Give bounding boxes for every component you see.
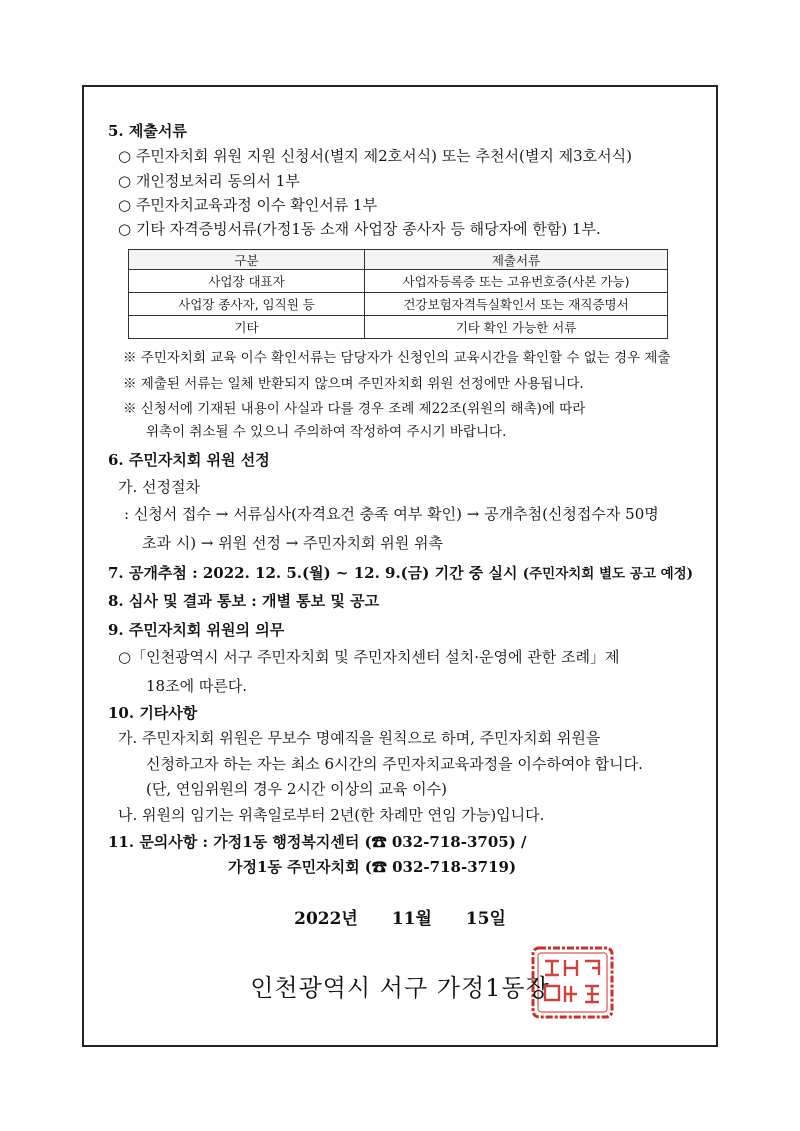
table-row: [129, 270, 668, 293]
section-8-heading: 8. 심사 및 결과 통보 : 개별 통보 및 공고: [108, 592, 380, 610]
section-10-heading: 10. 기타사항: [108, 704, 198, 722]
contact-line: 11. 문의사항 : 가정1동 행정복지센터 (☎ 032-718-3705) /: [108, 833, 527, 851]
date-month: 11월: [391, 909, 432, 929]
issue-date: [0, 904, 800, 929]
note-line: ※ 신청서에 기재된 내용이 사실과 다를 경우 조례 제22조(위원의 해촉)에 따라: [123, 401, 586, 417]
issuer-name: 인천광역시 서구 가정1동장: [250, 974, 550, 1002]
note-line: ※ 주민자치회 교육 이수 확인서류는 담당자가 신청인의 교육시간을 확인할 수 없는 경우 제출: [123, 350, 671, 366]
draw-schedule: 7. 공개추첨 : 2022. 12. 5.(월) ~ 12. 9.(금) 기간 중 실시: [108, 564, 518, 582]
procedure-line: : 신청서 접수 → 서류심사(자격요건 충족 여부 확인) → 공개추첨(신청접수자 50명: [124, 505, 659, 523]
misc-line: 가. 주민자치회 위원은 무보수 명예직을 원칙으로 하며, 주민자치회 위원을: [118, 729, 601, 747]
table-cell: 사업장 대표자: [129, 270, 365, 293]
table-cell: 사업장 종사자, 임직원 등: [129, 293, 365, 316]
draw-note: (주민자치회 별도 공고 예정): [522, 566, 694, 582]
note-line: 위촉이 취소될 수 있으니 주의하여 작성하여 주시기 바랍니다.: [146, 424, 507, 440]
misc-line: (단, 연임위원의 경우 2시간 이상의 교육 이수): [146, 780, 447, 798]
misc-line: 나. 위원의 임기는 위촉일로부터 2년(한 차례만 연임 가능)입니다.: [118, 806, 545, 824]
table-cell: 사업자등록증 또는 고유번호증(사본 가능): [365, 270, 668, 293]
date-day: 15일: [465, 909, 506, 929]
duty-line: ○「인천광역시 서구 주민자치회 및 주민자치센터 설치·운영에 관한 조례」제: [118, 648, 620, 666]
duty-line: 18조에 따른다.: [146, 677, 248, 695]
section-6-heading: 6. 주민자치회 위원 선정: [108, 451, 270, 469]
table-cell: 기타 확인 가능한 서류: [365, 316, 668, 339]
section-5-heading: 5. 제출서류: [108, 122, 187, 140]
section-5-item: ○ 개인정보처리 동의서 1부: [118, 172, 300, 190]
table-cell: 건강보험자격득실확인서 또는 재직증명서: [365, 293, 668, 316]
table-row: [129, 316, 668, 339]
section-5-item: ○ 주민자치교육과정 이수 확인서류 1부: [118, 196, 378, 214]
contact-line: 가정1동 주민자치회 (☎ 032-718-3719): [228, 858, 517, 876]
procedure-line: 초과 시) → 위원 선정 → 주민자치회 위원 위촉: [142, 534, 443, 552]
table-cell: 기타: [129, 316, 365, 339]
section-6-subheading: 가. 선정절차: [118, 478, 200, 496]
section-9-heading: 9. 주민자치회 위원의 의무: [108, 621, 285, 639]
table-header-cell: 구분: [129, 250, 365, 270]
date-year: 2022년: [294, 909, 358, 929]
note-line: ※ 제출된 서류는 일체 반환되지 않으며 주민자치회 위원 선정에만 사용됩니다.: [123, 376, 584, 392]
misc-line: 신청하고자 하는 자는 최소 6시간의 주민자치교육과정을 이수하여야 합니다.: [146, 755, 643, 773]
table-header-row: [129, 250, 668, 270]
section-7-heading: [108, 563, 693, 584]
section-5-item: ○ 주민자치회 위원 지원 신청서(별지 제2호서식) 또는 추천서(별지 제3호서식): [118, 147, 632, 165]
table-row: [129, 293, 668, 316]
section-5-item: ○ 기타 자격증빙서류(가정1동 소재 사업장 종사자 등 해당자에 한함) 1부.: [118, 220, 601, 238]
documents-table: [128, 249, 668, 339]
table-header-cell: 제출서류: [365, 250, 668, 270]
